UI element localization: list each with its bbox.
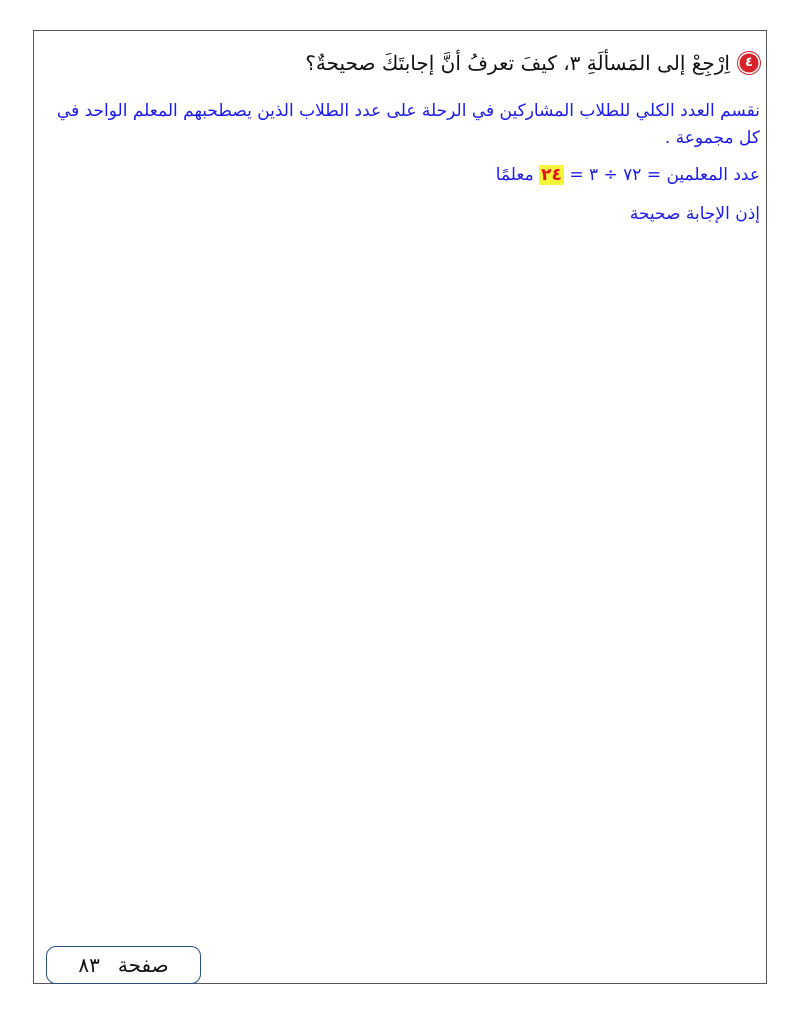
answer-explanation: نقسم العدد الكلي للطلاب المشاركين في الرحلة على عدد الطلاب الذين يصطحبهم المعلم الواحد في كل مجموعة . bbox=[56, 101, 760, 148]
page-number: ٨٣ bbox=[78, 953, 100, 977]
equation-result: ٢٤ bbox=[541, 165, 562, 185]
answer-conclusion: إذن الإجابة صحيحة bbox=[629, 204, 760, 224]
question-block bbox=[40, 46, 760, 80]
answer-block bbox=[40, 98, 760, 228]
question-number-badge: ٤ bbox=[738, 52, 760, 74]
content-area bbox=[40, 46, 760, 240]
equation-suffix: معلمًا bbox=[495, 165, 534, 185]
page-number-label bbox=[46, 946, 201, 984]
answer-equation bbox=[40, 162, 760, 189]
equation-prefix: عدد المعلمين = ٧٢ ÷ ٣ = bbox=[569, 165, 760, 185]
page-word: صفحة bbox=[117, 953, 169, 977]
question-text: اِرْجِعْ إلى المَسألَةِ ٣، كيفَ تعرفُ أنَّ إجابتَكَ صحيحةٌ؟ bbox=[305, 51, 730, 75]
